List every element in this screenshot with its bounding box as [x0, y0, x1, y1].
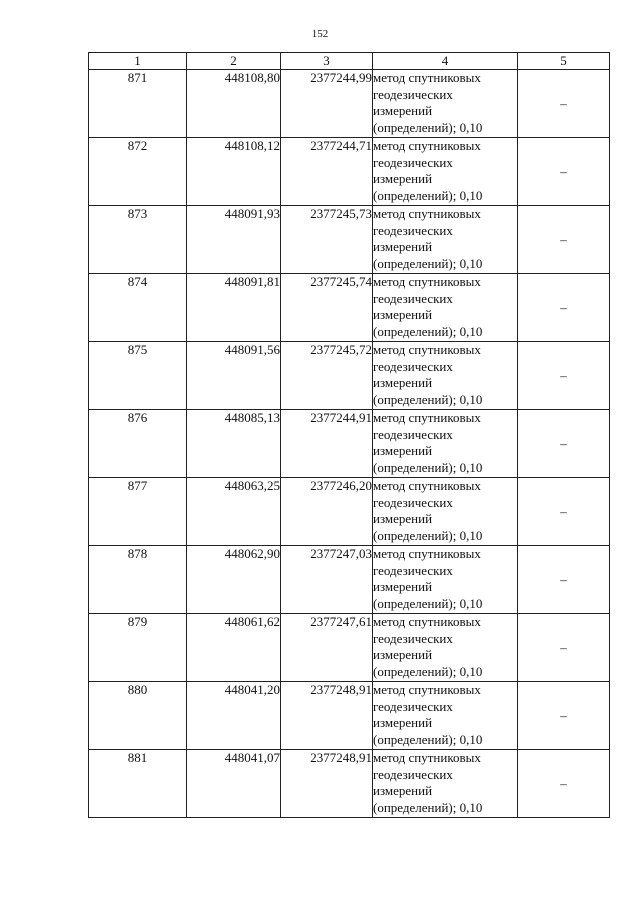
table-row	[89, 546, 610, 614]
table-row	[89, 750, 610, 818]
method-line: (определений); 0,10	[373, 323, 483, 339]
method-line: геодезических	[373, 562, 453, 578]
y-coordinate-cell: 2377247,03	[281, 546, 373, 614]
point-number-cell: 872	[89, 138, 187, 206]
y-coordinate-cell: 2377244,91	[281, 410, 373, 478]
method-line: метод спутниковых	[373, 478, 481, 493]
x-coordinate-cell: 448085,13	[187, 410, 281, 478]
column-header: 1	[89, 53, 187, 70]
method-cell	[373, 70, 518, 138]
method-line: (определений); 0,10	[373, 663, 483, 679]
y-coordinate-cell: 2377248,91	[281, 750, 373, 818]
note-cell: –	[518, 206, 610, 274]
method-cell	[373, 546, 518, 614]
x-coordinate-cell: 448041,07	[187, 750, 281, 818]
method-line: геодезических	[373, 494, 453, 510]
method-line: геодезических	[373, 426, 453, 442]
note-cell: –	[518, 614, 610, 682]
note-cell: –	[518, 342, 610, 410]
method-line: измерений	[373, 239, 433, 254]
x-coordinate-cell: 448062,90	[187, 546, 281, 614]
method-line: метод спутниковых	[373, 682, 481, 697]
table-row	[89, 342, 610, 410]
point-number-cell: 879	[89, 614, 187, 682]
y-coordinate-cell: 2377245,72	[281, 342, 373, 410]
method-line: (определений); 0,10	[373, 527, 483, 543]
method-line: геодезических	[373, 86, 453, 102]
method-line: (определений); 0,10	[373, 119, 483, 135]
note-cell: –	[518, 274, 610, 342]
method-line: метод спутниковых	[373, 138, 481, 153]
method-line: метод спутниковых	[373, 614, 481, 629]
point-number-cell: 873	[89, 206, 187, 274]
note-cell: –	[518, 70, 610, 138]
note-cell: –	[518, 682, 610, 750]
method-line: метод спутниковых	[373, 206, 481, 221]
y-coordinate-cell: 2377246,20	[281, 478, 373, 546]
method-line: (определений); 0,10	[373, 731, 483, 747]
method-line: (определений); 0,10	[373, 255, 483, 271]
method-cell	[373, 750, 518, 818]
method-line: геодезических	[373, 698, 453, 714]
column-header: 5	[518, 53, 610, 70]
table-body	[89, 70, 610, 818]
note-cell: –	[518, 478, 610, 546]
method-line: измерений	[373, 443, 433, 458]
method-line: (определений); 0,10	[373, 391, 483, 407]
x-coordinate-cell: 448041,20	[187, 682, 281, 750]
note-cell: –	[518, 750, 610, 818]
method-cell	[373, 682, 518, 750]
y-coordinate-cell: 2377245,74	[281, 274, 373, 342]
method-line: измерений	[373, 171, 433, 186]
method-line: метод спутниковых	[373, 750, 481, 765]
column-header: 3	[281, 53, 373, 70]
method-line: измерений	[373, 307, 433, 322]
table-row	[89, 206, 610, 274]
point-number-cell: 876	[89, 410, 187, 478]
column-header: 4	[373, 53, 518, 70]
method-line: геодезических	[373, 630, 453, 646]
y-coordinate-cell: 2377244,99	[281, 70, 373, 138]
table-row	[89, 70, 610, 138]
x-coordinate-cell: 448108,12	[187, 138, 281, 206]
x-coordinate-cell: 448091,56	[187, 342, 281, 410]
x-coordinate-cell: 448091,81	[187, 274, 281, 342]
method-line: метод спутниковых	[373, 546, 481, 561]
method-line: измерений	[373, 715, 433, 730]
point-number-cell: 874	[89, 274, 187, 342]
table-row	[89, 682, 610, 750]
method-line: измерений	[373, 579, 433, 594]
method-cell	[373, 138, 518, 206]
method-line: метод спутниковых	[373, 410, 481, 425]
table-row	[89, 410, 610, 478]
point-number-cell: 881	[89, 750, 187, 818]
x-coordinate-cell: 448061,62	[187, 614, 281, 682]
point-number-cell: 880	[89, 682, 187, 750]
method-cell	[373, 410, 518, 478]
method-line: (определений); 0,10	[373, 595, 483, 611]
method-line: геодезических	[373, 766, 453, 782]
x-coordinate-cell: 448091,93	[187, 206, 281, 274]
table-header-row	[89, 53, 610, 70]
point-number-cell: 871	[89, 70, 187, 138]
page-number: 152	[311, 28, 329, 40]
y-coordinate-cell: 2377247,61	[281, 614, 373, 682]
table-row	[89, 614, 610, 682]
table-row	[89, 274, 610, 342]
column-header: 2	[187, 53, 281, 70]
table-row	[89, 478, 610, 546]
method-line: геодезических	[373, 154, 453, 170]
method-cell	[373, 274, 518, 342]
method-cell	[373, 206, 518, 274]
point-number-cell: 878	[89, 546, 187, 614]
point-number-cell: 877	[89, 478, 187, 546]
method-line: геодезических	[373, 290, 453, 306]
note-cell: –	[518, 410, 610, 478]
method-line: измерений	[373, 783, 433, 798]
coordinates-table	[88, 52, 610, 818]
method-line: измерений	[373, 647, 433, 662]
note-cell: –	[518, 138, 610, 206]
method-cell	[373, 342, 518, 410]
method-line: геодезических	[373, 358, 453, 374]
table-row	[89, 138, 610, 206]
method-line: геодезических	[373, 222, 453, 238]
method-line: (определений); 0,10	[373, 799, 483, 815]
y-coordinate-cell: 2377245,73	[281, 206, 373, 274]
method-line: измерений	[373, 375, 433, 390]
method-line: (определений); 0,10	[373, 459, 483, 475]
point-number-cell: 875	[89, 342, 187, 410]
y-coordinate-cell: 2377248,91	[281, 682, 373, 750]
y-coordinate-cell: 2377244,71	[281, 138, 373, 206]
method-cell	[373, 614, 518, 682]
method-line: измерений	[373, 511, 433, 526]
method-line: (определений); 0,10	[373, 187, 483, 203]
method-line: измерений	[373, 103, 433, 118]
method-line: метод спутниковых	[373, 274, 481, 289]
method-line: метод спутниковых	[373, 342, 481, 357]
x-coordinate-cell: 448063,25	[187, 478, 281, 546]
note-cell: –	[518, 546, 610, 614]
method-line: метод спутниковых	[373, 70, 481, 85]
x-coordinate-cell: 448108,80	[187, 70, 281, 138]
method-cell	[373, 478, 518, 546]
